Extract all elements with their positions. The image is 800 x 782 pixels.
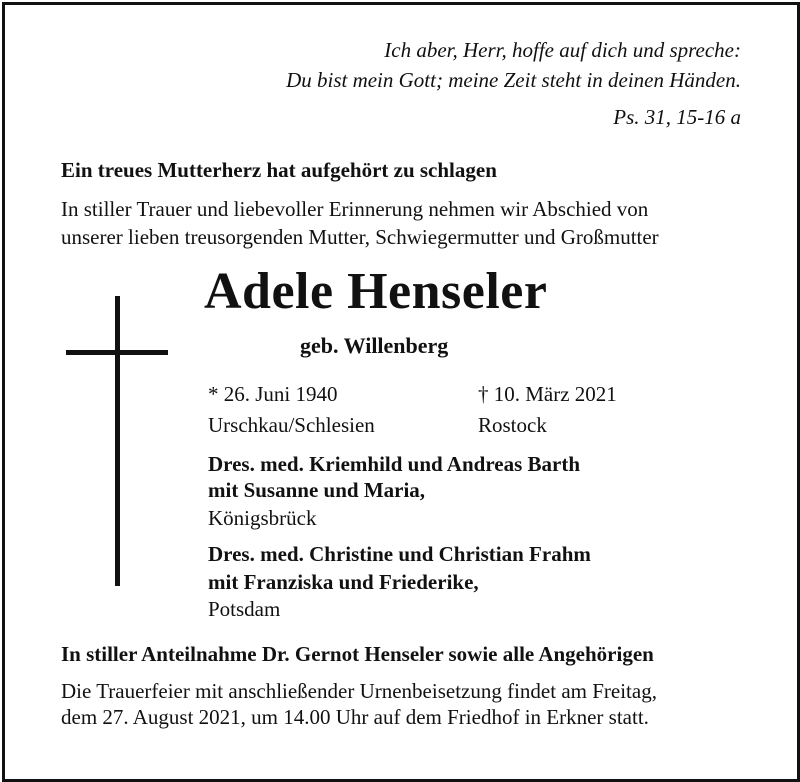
death-place: Rostock (478, 413, 547, 437)
intro-heading: Ein treues Mutterherz hat aufgehört zu schlagen (61, 158, 497, 182)
birth-date: * 26. Juni 1940 (208, 382, 338, 406)
closing-heading: In stiller Anteilnahme Dr. Gernot Henseler sowie alle Angehörigen (61, 642, 654, 666)
family-2-names: Dres. med. Christine und Christian Frahm (208, 542, 591, 566)
intro-line-2: unserer lieben treusorgenden Mutter, Schwiegermutter und Großmutter (61, 225, 659, 249)
verse-reference: Ps. 31, 15-16 a (613, 105, 741, 129)
family-1-children: mit Susanne und Maria, (208, 478, 426, 502)
maiden-name: geb. Willenberg (300, 333, 449, 358)
family-2-place: Potsdam (208, 597, 281, 621)
closing-line-2: dem 27. August 2021, um 14.00 Uhr auf dem Friedhof in Erkner statt. (61, 705, 649, 729)
cross-symbol-bar (66, 350, 168, 355)
verse-line-2: Du bist mein Gott; meine Zeit steht in deinen Händen. (286, 68, 741, 92)
family-2-children: mit Franziska und Friederike, (208, 570, 479, 594)
verse-line-1: Ich aber, Herr, hoffe auf dich und spreche: (384, 38, 741, 62)
family-1-names: Dres. med. Kriemhild und Andreas Barth (208, 452, 581, 476)
birth-place: Urschkau/Schlesien (208, 413, 375, 437)
deceased-name: Adele Henseler (204, 263, 548, 320)
family-1-place: Königsbrück (208, 506, 317, 530)
intro-line-1: In stiller Trauer und liebevoller Erinnerung nehmen wir Abschied von (61, 197, 649, 221)
death-date: † 10. März 2021 (478, 382, 617, 406)
cross-symbol (115, 296, 120, 586)
closing-line-1: Die Trauerfeier mit anschließender Urnenbeisetzung findet am Freitag, (61, 679, 657, 703)
